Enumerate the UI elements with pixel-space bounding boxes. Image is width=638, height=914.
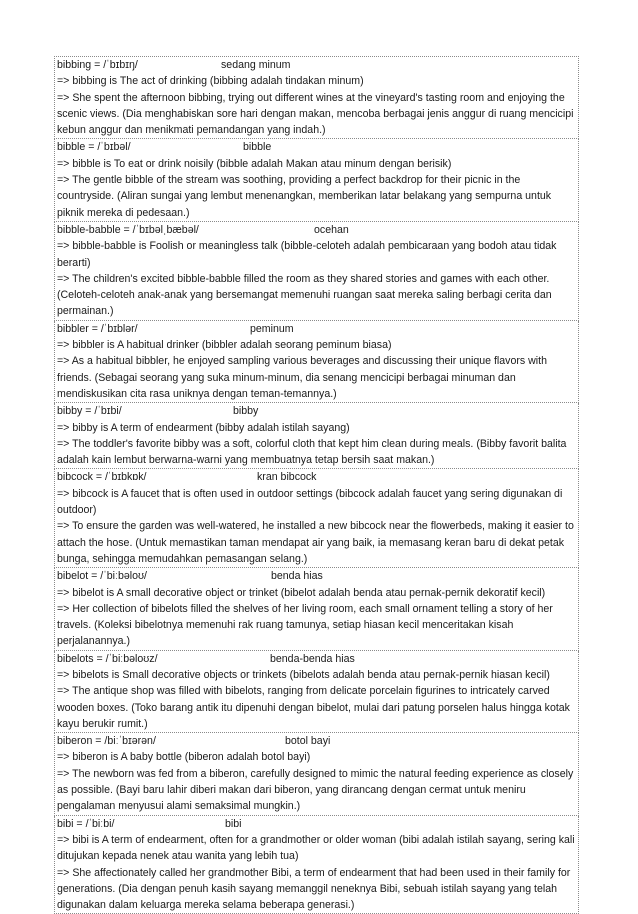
entry-term: bibi = /ˈbiːbi/: [57, 817, 115, 830]
entry-example: => She affectionately called her grandmother Bibi, a term of endearment that had been used in their family for generations. (Dia dengan penuh kasih sayang memanggil neneknya Bibi, sebuah istilah sayang yang telah digunakan dalam keluarga mereka selama beberapa generasi.): [57, 866, 571, 912]
entry-translation: sedang minum: [221, 59, 291, 71]
entry-term: bibelot = /ˈbiːbəloʊ/: [57, 570, 147, 583]
entry-definition: => bibbing is The act of drinking (bibbing adalah tindakan minum): [57, 75, 364, 88]
entry: [54, 139, 579, 221]
entry-head: [57, 651, 576, 667]
entry: [54, 469, 579, 568]
entry-head: [57, 139, 576, 155]
entry: [54, 733, 579, 815]
entry-definition: => biberon is A baby bottle (biberon adalah botol bayi): [57, 751, 311, 764]
entry-translation: bibby: [233, 405, 259, 418]
entry-definition: => bibelot is A small decorative object or trinket (bibelot adalah benda atau pernak-pernik dekoratif kecil): [57, 586, 546, 599]
entry-translation: botol bayi: [285, 735, 331, 748]
entry-translation: benda hias: [271, 570, 323, 583]
entry-head: [57, 403, 576, 419]
entry-term: bibcock = /ˈbɪbkɒk/: [57, 471, 147, 484]
entry-head: [57, 321, 576, 337]
entry-translation: benda-benda hias: [270, 652, 355, 665]
entry-example: => As a habitual bibbler, he enjoyed sampling various beverages and discussing their unique flavors with friends. (Sebagai seorang yang suka minum-minum, dia senang mencicipi berbagai minuman dan mendiskusikan cita rasa uniknya dengan teman-temannya.): [57, 355, 547, 400]
entry-term: bibble-babble = /ˈbɪbəlˌbæbəl/: [57, 223, 199, 236]
entry-term: bibby = /ˈbɪbi/: [57, 405, 122, 418]
entry: [54, 222, 579, 321]
entry: [54, 403, 579, 469]
entry-translation: kran bibcock: [257, 471, 317, 484]
entry-head: [57, 222, 576, 238]
entry: [54, 321, 579, 403]
entry-definition: => bibcock is A faucet that is often used in outdoor settings (bibcock adalah faucet yang sering digunakan di outdoor): [57, 487, 563, 517]
entry-example: => She spent the afternoon bibbing, trying out different wines at the vineyard's tasting room and enjoying the scenic views. (Dia menghabiskan sore hari dengan makan, mencoba berbagai jenis anggur di ruang mencicipi kebun anggur dan menikmati pemandangan yang indah.): [57, 91, 574, 137]
entry: [54, 816, 579, 914]
entry-definition: => bibelots is Small decorative objects or trinkets (bibelots adalah benda atau pernak-pernik hiasan kecil): [57, 668, 550, 681]
entry-term: bibelots = /ˈbiːbəloʊz/: [57, 652, 158, 665]
entry-example: => The antique shop was filled with bibelots, ranging from delicate porcelain figurines to intricately carved wooden boxes. (Toko barang antik itu dipenuhi dengan bibelot, mulai dari patung porselen halus hingga kotak kayu berukir rumit.): [57, 685, 570, 730]
entry-translation: peminum: [250, 322, 294, 335]
entry-translation: bibi: [225, 817, 242, 830]
entry-term: bibbler = /ˈbɪblər/: [57, 322, 138, 335]
entry-translation: bibble: [243, 141, 272, 154]
entry-term: bibble = /ˈbɪbəl/: [57, 141, 131, 154]
entry-term: biberon = /biːˈbɪərən/: [57, 735, 156, 748]
entry: [54, 651, 579, 733]
entry-head: [57, 57, 576, 73]
entry-definition: => bibi is A term of endearment, often for a grandmother or older woman (bibi adalah istilah sayang, sering kali ditujukan kepada nenek atau wanita yang lebih tua): [57, 833, 575, 863]
entry-example: => The children's excited bibble-babble filled the room as they shared stories and games with each other. (Celoteh-celoteh anak-anak yang bersemangat memenuhi ruangan saat mereka saling berbagi cerita dan permainan.): [57, 272, 552, 318]
entry-example: => Her collection of bibelots filled the shelves of her living room, each small ornament telling a story of her travels. (Koleksi bibelotnya memenuhi rak ruang tamunya, setiap hiasan kecil menceritakan kisah perjalanannya.): [57, 602, 553, 648]
entry: [54, 568, 579, 650]
entry-definition: => bibby is A term of endearment (bibby adalah istilah sayang): [57, 421, 350, 434]
entry-definition: => bibble-babble is Foolish or meaningless talk (bibble-celoteh adalah pembicaraan yang bodoh atau tidak berarti): [57, 240, 557, 269]
entry-definition: => bibble is To eat or drink noisily (bibble adalah Makan atau minum dengan berisik): [57, 157, 452, 170]
entry-head: [57, 469, 576, 485]
entry-head: [57, 568, 576, 584]
entry-example: => The newborn was fed from a biberon, carefully designed to mimic the natural feeding experience as closely as possible. (Bayi baru lahir diberi makan dari biberon, yang dirancang dengan cermat untuk meniru pengalaman menyusui alami semaksimal mungkin.): [57, 767, 574, 813]
entry-head: [57, 816, 576, 832]
entry-term: bibbing = /ˈbɪbɪŋ/: [57, 59, 138, 71]
entry-head: [57, 733, 576, 749]
entry: [54, 56, 579, 139]
entry-definition: => bibbler is A habitual drinker (bibbler adalah seorang peminum biasa): [57, 339, 392, 352]
entry-translation: ocehan: [314, 223, 349, 236]
dictionary-page: [54, 56, 579, 914]
entry-example: => The gentle bibble of the stream was soothing, providing a perfect backdrop for their picnic in the countryside. (Aliran sungai yang lembut menenangkan, memberikan latar belakang yang sempurna untuk piknik mereka di pedesaan.): [57, 174, 552, 219]
entry-example: => The toddler's favorite bibby was a soft, colorful cloth that kept him clean during meals. (Bibby favorit balita adalah kain lembut berwarna-warni yang membuatnya tetap bersih saat makan.): [57, 437, 567, 467]
entry-example: => To ensure the garden was well-watered, he installed a new bibcock near the flowerbeds, making it easier to attach the hose. (Untuk memastikan taman mendapat air yang baik, ia memasang keran baru di dekat petak bunga, sehingga memudahkan pemasangan selang.): [57, 520, 574, 565]
